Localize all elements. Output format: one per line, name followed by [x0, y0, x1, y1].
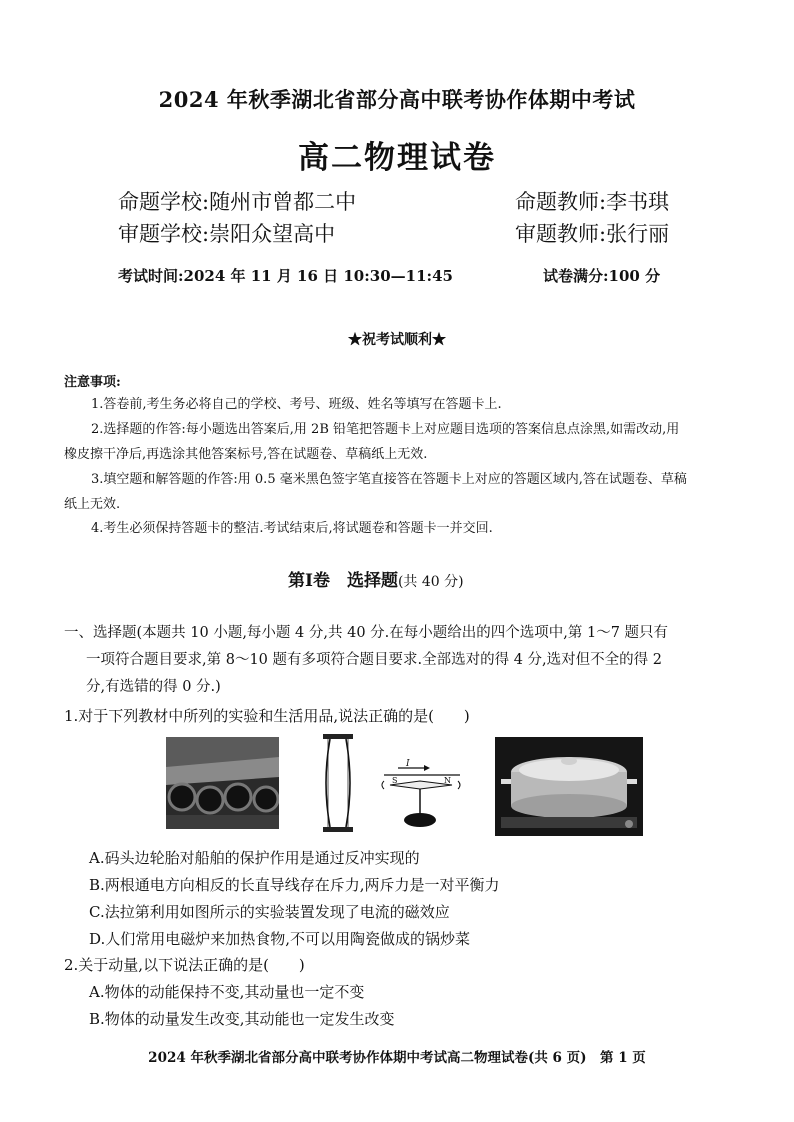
- note-item: 1.答卷前,考生务必将自己的学校、考号、班级、姓名等填写在答题卡上.: [91, 397, 502, 412]
- q2-option-b: B.物体的动量发生改变,其动能也一定发生改变: [89, 1010, 395, 1028]
- instruction-line: 一项符合题目要求,第 8～10 题有多项符合题目要求.全部选对的得 4 分,选对但不全的得 2: [86, 652, 662, 668]
- north-label: N: [444, 776, 451, 785]
- instructions: [64, 620, 668, 701]
- dock-tires-photo: [166, 737, 279, 829]
- exam-title: 2024 年秋季湖北省部分高中联考协作体期中考试: [158, 87, 636, 112]
- note-item: 橡皮擦干净后,再选涂其他答案标号,答在试题卷、草稿纸上无效.: [64, 447, 428, 462]
- blessing: ★祝考试顺利★: [348, 332, 446, 348]
- exam-time: 考试时间:2024 年 11 月 16 日 10:30—11:45: [118, 267, 453, 285]
- parallel-wires-figure: [320, 732, 356, 834]
- q1-option-a: A.码头边轮胎对船舶的保护作用是通过反冲实现的: [89, 849, 420, 867]
- setter-school: 命题学校:随州市曾都二中: [118, 190, 357, 214]
- reviewer-school: 审题学校:崇阳众望高中: [118, 222, 336, 246]
- q1-option-c: C.法拉第利用如图所示的实验装置发现了电流的磁效应: [89, 903, 450, 921]
- instruction-line: 分,有选错的得 0 分.): [86, 679, 221, 695]
- full-score: 试卷满分:100 分: [543, 267, 661, 285]
- section-subtitle: (共 40 分): [397, 574, 464, 590]
- setter-teacher: 命题教师:李书琪: [515, 190, 670, 214]
- oersted-experiment-figure: [380, 759, 462, 829]
- q1-option-d: D.人们常用电磁炉来加热食物,不可以用陶瓷做成的锅炒菜: [89, 930, 471, 948]
- question-1-stem: 1.对于下列教材中所列的实验和生活用品,说法正确的是( ): [64, 707, 470, 725]
- current-label: I: [406, 759, 410, 769]
- q2-option-a: A.物体的动能保持不变,其动量也一定不变: [89, 983, 365, 1001]
- section-heading: [288, 566, 464, 591]
- south-label: S: [392, 776, 398, 785]
- instruction-line: 一、选择题(本题共 10 小题,每小题 4 分,共 40 分.在每小题给出的四个选项中,第 1～7 题只有: [64, 625, 669, 641]
- reviewer-teacher: 审题教师:张行丽: [515, 222, 670, 246]
- section-title: 第Ⅰ卷 选择题: [288, 571, 398, 591]
- subject-title: 高二物理试卷: [298, 140, 496, 176]
- question-2-stem: 2.关于动量,以下说法正确的是( ): [64, 956, 305, 974]
- note-item: 2.选择题的作答:每小题选出答案后,用 2B 铅笔把答题卡上对应题目选项的答案信息点涂黑,如需改动,用: [91, 422, 680, 437]
- q1-option-b: B.两根通电方向相反的长直导线存在斥力,两斥力是一对平衡力: [89, 876, 500, 894]
- note-item: 4.考生必须保持答题卡的整洁.考试结束后,将试题卷和答题卡一并交回.: [91, 521, 493, 536]
- notes-heading: 注意事项:: [64, 375, 121, 390]
- induction-cooker-photo: [495, 737, 643, 836]
- page-footer: 2024 年秋季湖北省部分高中联考协作体期中考试高二物理试卷(共 6 页) 第 1 页: [148, 1050, 646, 1066]
- current-arrow-head: [424, 765, 430, 771]
- note-item: 纸上无效.: [64, 497, 121, 512]
- note-item: 3.填空题和解答题的作答:用 0.5 毫米黑色签字笔直接答在答题卡上对应的答题区域内,答在试题卷、草稿: [91, 472, 687, 487]
